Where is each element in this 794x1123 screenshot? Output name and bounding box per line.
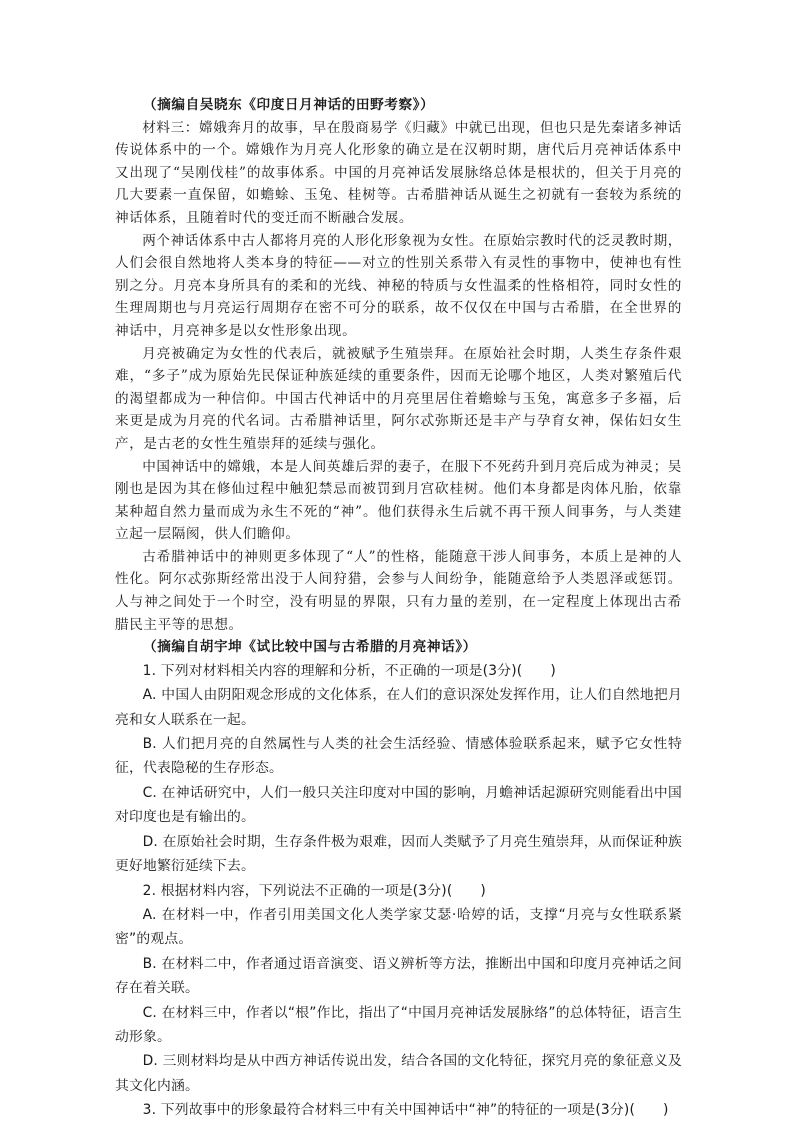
- question-stem: 3. 下列故事中的形象最符合材料三中有关中国神话中“神”的特征的一项是(3分)( ): [142, 1102, 669, 1119]
- option-c: C. 在神话研究中，人们一般只关注印度对中国的影响，月蟾神话起源研究则能看出中国对印度也是有输出的。: [115, 784, 682, 826]
- material-paragraph: 材料三：嫦娥奔月的故事，早在殷商易学《归藏》中就已出现，但也只是先秦诸多神话传说体系中的一个。嫦娥作为月亮人化形象的确立是在汉朝时期，唐代后月亮神话体系中又出现了“吴刚伐桂”的故事体系。中国的月亮神话发展脉络总体是根状的，但关于月亮的几大要素一直保留，如蟾蜍、玉兔、桂树等。古希腊神话从诞生之初就有一套较为系统的神话体系，且随着时代的变迁而不断融合发展。: [115, 119, 682, 226]
- source-citation-1: （摘编自吴晓东《印度日月神话的田野考察》）: [143, 97, 435, 113]
- question-stem: 2. 根据材料内容，下列说法不正确的一项是(3分)( ): [142, 882, 486, 899]
- material-three: [115, 117, 682, 637]
- material-paragraph: 中国神话中的嫦娥，本是人间英雄后羿的妻子，在服下不死药升到月亮后成为神灵；吴刚也是因为其在修仙过程中触犯禁忌而被罚到月宫砍桂树。他们本身都是肉体凡胎，依靠某种超自然力量而成为永生不死的“神”。他们获得永生后就不再干预人间事务，与人类建立起一层隔阂，供人们瞻仰。: [115, 458, 682, 543]
- question-3: [115, 1098, 682, 1122]
- option-c: C. 在材料三中，作者以“根”作比，指出了“中国月亮神话发展脉络”的总体特征，语言生动形象。: [115, 1004, 682, 1045]
- material-paragraph: 月亮被确定为女性的代表后，就被赋予生殖崇拜。在原始社会时期，人类生存条件艰难，“多子”成为原始先民保证种族延续的重要条件，因而无论哪个地区，人类对繁殖后代的渴望都成为一种信仰。中国古代神话中的月亮里居住着蟾蜍与玉兔，寓意多子多福，后来更是成为月亮的代名词。古希腊神话里，阿尔忒弥斯还是丰产与孕育女神，保佑妇女生产，是古老的女性生殖崇拜的延续与强化。: [115, 345, 682, 452]
- question-stem: 1. 下列对材料相关内容的理解和分析，不正确的一项是(3分)( ): [142, 662, 556, 679]
- question-1: [115, 659, 682, 879]
- question-2: [115, 879, 682, 1099]
- option-d: D. 三则材料均是从中西方神话传说出发，结合各国的文化特征，探究月亮的象征意义及其文化内涵。: [115, 1053, 682, 1094]
- option-b: B. 在材料二中，作者通过语音演变、语义辨析等方法，推断出中国和印度月亮神话之间存在着关联。: [115, 955, 682, 997]
- questions: [115, 659, 682, 1123]
- source-citation-2: （摘编自胡宇坤《试比较中国与古希腊的月亮神话》）: [143, 639, 477, 656]
- option-d: D. 在原始社会时期，生存条件极为艰难，因而人类赋予了月亮生殖崇拜，从而保证种族更好地繁衍延续下去。: [115, 833, 682, 875]
- option-a: A. 在材料一中，作者引用美国文化人类学家艾瑟·哈婷的话，支撑“月亮与女性联系紧密”的观点。: [115, 906, 682, 948]
- material-paragraph: 古希腊神话中的神则更多体现了“人”的性格，能随意干涉人间事务，本质上是神的人性化。阿尔忒弥斯经常出没于人间狩猎，会参与人间纷争，能随意给予人类恩泽或惩罚。人与神之间处于一个时空，没有明显的界限，只有力量的差别，在一定程度上体现出古希腊民主平等的思想。: [115, 548, 682, 633]
- material-paragraph: 两个神话体系中古人都将月亮的人形化形象视为女性。在原始宗教时代的泛灵教时期，人们会很自然地将人类本身的特征——对立的性别关系带入有灵性的事物中，使神也有性别之分。月亮本身所具有的柔和的光线、神秘的特质与女性温柔的性格相符，同时女性的生理周期也与月亮运行周期存在密不可分的联系，故不仅仅在中国与古希腊，在全世界的神话中，月亮神多是以女性形象出现。: [115, 232, 682, 339]
- option-b: B. 人们把月亮的自然属性与人类的社会生活经验、情感体验联系起来，赋予它女性特征，代表隐秘的生存形态。: [115, 736, 682, 777]
- option-a: A. 中国人由阴阳观念形成的文化体系，在人们的意识深处发挥作用，让人们自然地把月亮和女人联系在一起。: [115, 687, 682, 728]
